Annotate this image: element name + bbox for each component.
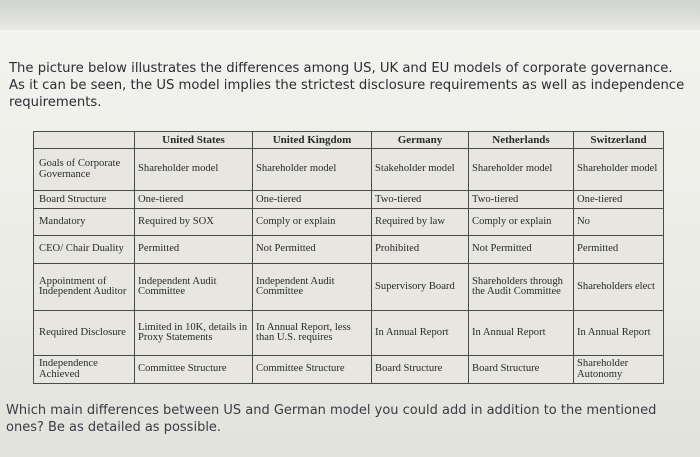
table-cell: One-tiered: [574, 191, 664, 209]
table-row: [34, 356, 664, 384]
header-cell: Netherlands: [469, 132, 574, 149]
table-cell: Committee Structure: [253, 356, 372, 384]
table-row: [34, 209, 664, 235]
table-cell: Shareholders elect: [574, 264, 664, 311]
row-label: Mandatory: [34, 209, 135, 235]
table-cell: Prohibited: [372, 235, 469, 264]
governance-comparison-table: [33, 131, 663, 384]
header-cell: Germany: [372, 132, 469, 149]
table-cell: Permitted: [574, 235, 664, 264]
header-cell: [34, 132, 135, 149]
table-cell: Stakeholder model: [372, 149, 469, 191]
table-cell: Board Structure: [469, 356, 574, 384]
table-cell: In Annual Report: [469, 310, 574, 356]
table-cell: In Annual Report: [372, 310, 469, 356]
comparison-table: [33, 131, 664, 384]
table-cell: Shareholder model: [253, 149, 372, 191]
table-cell: Shareholder model: [574, 149, 664, 191]
row-label: CEO/ Chair Duality: [34, 235, 135, 264]
table-cell: Required by law: [372, 209, 469, 235]
table-cell: Board Structure: [372, 356, 469, 384]
table-cell: Shareholder model: [469, 149, 574, 191]
table-cell: Limited in 10K, details in Proxy Statements: [135, 310, 253, 356]
header-cell: United Kingdom: [253, 132, 372, 149]
top-band: [0, 0, 700, 30]
table-cell: Two-tiered: [372, 191, 469, 209]
row-label: Independence Achieved: [34, 356, 135, 384]
header-row: [34, 132, 664, 149]
table-cell: Comply or explain: [469, 209, 574, 235]
row-label: Goals of Corporate Governance: [34, 149, 135, 191]
table-cell: In Annual Report: [574, 310, 664, 356]
table-cell: In Annual Report, less than U.S. requires: [253, 310, 372, 356]
table-cell: Supervisory Board: [372, 264, 469, 311]
table-cell: One-tiered: [253, 191, 372, 209]
table-cell: Independent Audit Committee: [135, 264, 253, 311]
table-cell: Committee Structure: [135, 356, 253, 384]
table-row: [34, 310, 664, 356]
intro-paragraph: The picture below illustrates the differences among US, UK and EU models of corporate governance. As it can be seen, the US model implies the strictest disclosure requirements as well as independence requirements.: [9, 61, 685, 110]
header-cell: Switzerland: [574, 132, 664, 149]
table-row: [34, 191, 664, 209]
table-cell: Comply or explain: [253, 209, 372, 235]
table-cell: Shareholder model: [135, 149, 253, 191]
row-label: Required Disclosure: [34, 310, 135, 356]
table-cell: Not Permitted: [253, 235, 372, 264]
header-cell: United States: [135, 132, 253, 149]
table-cell: No: [574, 209, 664, 235]
table-cell: Not Permitted: [469, 235, 574, 264]
table-cell: Shareholder Autonomy: [574, 356, 664, 384]
table-cell: Two-tiered: [469, 191, 574, 209]
table-cell: Shareholders through the Audit Committee: [469, 264, 574, 311]
row-label: Board Structure: [34, 191, 135, 209]
question-paragraph: Which main differences between US and German model you could add in addition to the mentioned ones? Be as detailed as possible.: [6, 403, 657, 435]
table-cell: One-tiered: [135, 191, 253, 209]
table-row: [34, 149, 664, 191]
row-label: Appointment of Independent Auditor: [34, 264, 135, 311]
table-row: [34, 264, 664, 311]
table-cell: Permitted: [135, 235, 253, 264]
table-cell: Independent Audit Committee: [253, 264, 372, 311]
table-row: [34, 235, 664, 264]
table-cell: Required by SOX: [135, 209, 253, 235]
